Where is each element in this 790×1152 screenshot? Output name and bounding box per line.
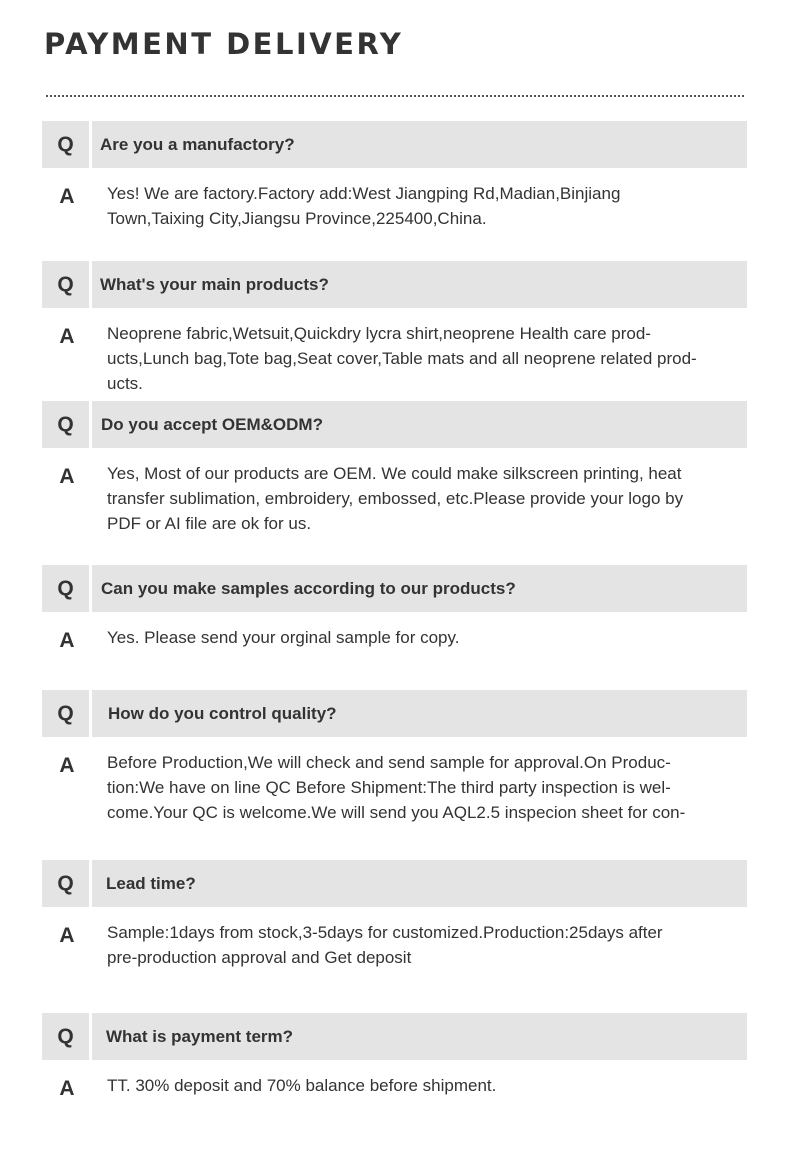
question-row: [42, 401, 747, 448]
answer-text: Yes, Most of our products are OEM. We could make silkscreen printing, heat transfer sublimation, embroidery, embossed, etc.Please provide your logo by PDF or AI file are ok for us.: [107, 464, 684, 533]
question-marker: Q: [42, 1013, 89, 1060]
answer-row: [42, 737, 747, 825]
faq-item-main-products: [42, 261, 747, 396]
answer-text: Sample:1days from stock,3-5days for customized.Production:25days after pre-production approval and Get deposit: [107, 923, 663, 967]
faq-item-quality-control: [42, 690, 747, 825]
question-marker: Q: [42, 261, 89, 308]
answer-row: [42, 168, 747, 231]
question-marker: Q: [42, 860, 89, 907]
question-text: What's your main products?: [92, 261, 747, 308]
faq-item-lead-time: [42, 860, 747, 970]
answer-row: [42, 1060, 747, 1101]
answer-marker: A: [59, 1077, 75, 1100]
question-text: Are you a manufactory?: [92, 121, 747, 168]
answer-row: [42, 612, 747, 653]
answer-text: Yes! We are factory.Factory add:West Jiangping Rd,Madian,Binjiang Town,Taixing City,Jiangsu Province,225400,China.: [107, 184, 621, 228]
answer-marker: A: [59, 754, 75, 777]
answer-text: Before Production,We will check and send sample for approval.On Produc- tion:We have on line QC Before Shipment:The third party inspection is wel- come.Your QC is welcome.We will send you AQL2.5 inspecion sheet for con-: [107, 753, 686, 822]
question-row: [42, 860, 747, 907]
answer-text: TT. 30% deposit and 70% balance before shipment.: [107, 1076, 497, 1095]
faq-item-oem-odm: [42, 401, 747, 536]
faq-item-manufactory: [42, 121, 747, 231]
question-text: What is payment term?: [92, 1013, 747, 1060]
page-title: PAYMENT DELIVERY: [44, 27, 404, 61]
question-row: [42, 261, 747, 308]
answer-marker: A: [59, 629, 75, 652]
question-text: How do you control quality?: [92, 690, 747, 737]
title-divider: [46, 95, 744, 97]
question-marker: Q: [42, 401, 89, 448]
question-row: [42, 1013, 747, 1060]
question-text: Can you make samples according to our products?: [92, 565, 747, 612]
answer-marker: A: [59, 185, 75, 208]
answer-text: Yes. Please send your orginal sample for copy.: [107, 628, 460, 647]
question-row: [42, 121, 747, 168]
question-text: Lead time?: [92, 860, 747, 907]
answer-row: [42, 448, 747, 536]
answer-marker: A: [59, 465, 75, 488]
question-row: [42, 690, 747, 737]
question-row: [42, 565, 747, 612]
faq-item-samples: [42, 565, 747, 653]
question-marker: Q: [42, 690, 89, 737]
question-marker: Q: [42, 121, 89, 168]
answer-marker: A: [59, 924, 75, 947]
answer-text: Neoprene fabric,Wetsuit,Quickdry lycra shirt,neoprene Health care prod- ucts,Lunch bag,Tote bag,Seat cover,Table mats and all neoprene related prod- ucts.: [107, 324, 697, 393]
question-marker: Q: [42, 565, 89, 612]
faq-item-payment-term: [42, 1013, 747, 1101]
question-text: Do you accept OEM&ODM?: [92, 401, 747, 448]
answer-row: [42, 308, 747, 396]
answer-marker: A: [59, 325, 75, 348]
answer-row: [42, 907, 747, 970]
